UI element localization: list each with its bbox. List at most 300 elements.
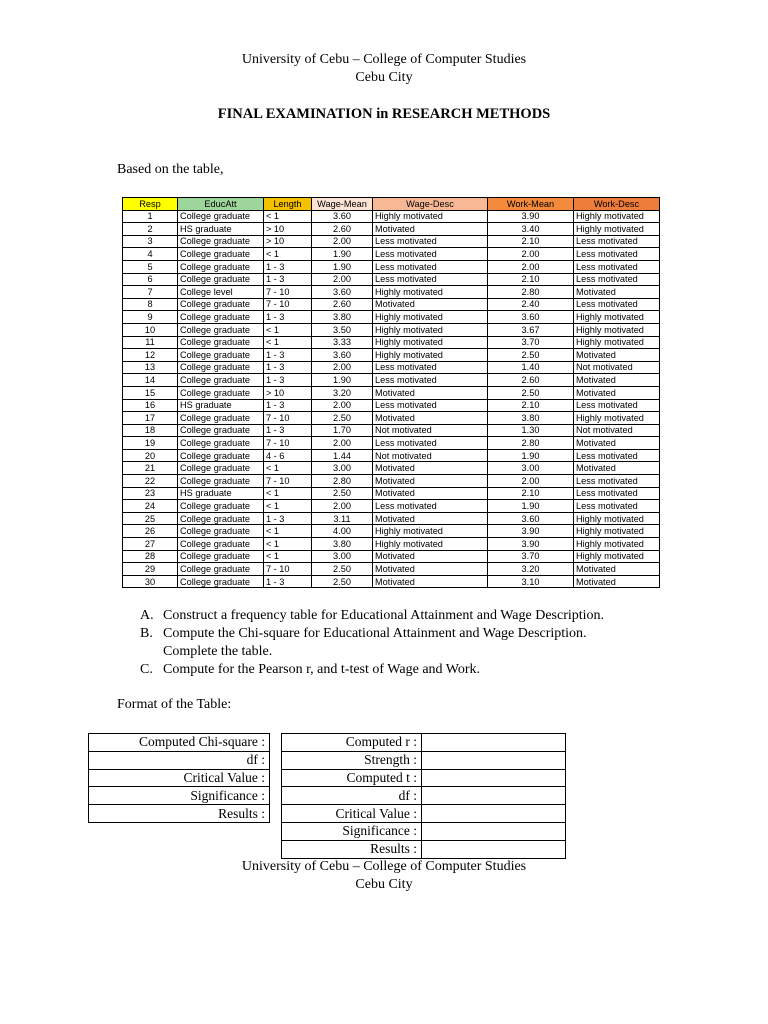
table-row <box>123 500 660 513</box>
table-cell: 7 - 10 <box>264 437 312 450</box>
table-cell: 7 - 10 <box>264 412 312 425</box>
table-row <box>123 512 660 525</box>
table-cell: College graduate <box>178 248 264 261</box>
chi-label: Computed Chi-square : <box>89 734 270 752</box>
table-cell: 1.40 <box>488 361 574 374</box>
table-row <box>123 487 660 500</box>
table-cell: Motivated <box>373 223 488 236</box>
table-cell: 3.67 <box>488 323 574 336</box>
chi-label: Results : <box>89 805 270 823</box>
question-list <box>140 607 663 679</box>
table-cell: Highly motivated <box>373 336 488 349</box>
table-cell: 18 <box>123 424 178 437</box>
table-cell: College graduate <box>178 260 264 273</box>
r-label: df : <box>282 787 422 805</box>
table-cell: 3.60 <box>312 210 373 223</box>
table-row <box>123 525 660 538</box>
table-cell: 15 <box>123 386 178 399</box>
table-cell: Not motivated <box>373 449 488 462</box>
table-cell: 1 - 3 <box>264 260 312 273</box>
table-cell: 1.90 <box>488 449 574 462</box>
table-cell: 24 <box>123 500 178 513</box>
table-cell: 2.60 <box>488 374 574 387</box>
table-row <box>123 563 660 576</box>
question-item <box>140 607 663 625</box>
format-label: Format of the Table: <box>117 697 232 712</box>
chi-row <box>89 787 270 805</box>
table-cell: 3.80 <box>312 538 373 551</box>
table-cell: < 1 <box>264 462 312 475</box>
r-row <box>282 734 566 752</box>
r-row <box>282 840 566 858</box>
question-item <box>140 625 663 643</box>
table-cell: 7 <box>123 286 178 299</box>
table-cell: College graduate <box>178 374 264 387</box>
table-cell: College graduate <box>178 538 264 551</box>
table-cell: Highly motivated <box>373 286 488 299</box>
table-cell: Highly motivated <box>373 210 488 223</box>
table-cell: 2.50 <box>488 349 574 362</box>
table-cell: 1.90 <box>312 260 373 273</box>
table-cell: Highly motivated <box>373 311 488 324</box>
table-cell: Highly motivated <box>574 311 660 324</box>
table-cell: Highly motivated <box>574 538 660 551</box>
table-cell: 3.00 <box>488 462 574 475</box>
table-cell: 3.60 <box>312 286 373 299</box>
table-row <box>123 399 660 412</box>
table-cell: College graduate <box>178 336 264 349</box>
table-cell: 22 <box>123 475 178 488</box>
table-row <box>123 386 660 399</box>
table-cell: College graduate <box>178 311 264 324</box>
table-cell: Motivated <box>373 487 488 500</box>
respondent-table <box>122 197 660 588</box>
table-cell: College graduate <box>178 323 264 336</box>
table-cell: < 1 <box>264 248 312 261</box>
table-cell: Motivated <box>373 386 488 399</box>
table-cell: College graduate <box>178 424 264 437</box>
table-cell: College graduate <box>178 273 264 286</box>
r-value-cell <box>422 769 566 787</box>
table-cell: Less motivated <box>373 399 488 412</box>
table-cell: < 1 <box>264 550 312 563</box>
table-cell: 3.00 <box>312 550 373 563</box>
chi-square-table <box>88 733 270 823</box>
table-cell: Highly motivated <box>574 412 660 425</box>
table-row <box>123 374 660 387</box>
table-cell: Less motivated <box>574 273 660 286</box>
chi-row <box>89 805 270 823</box>
table-cell: Less motivated <box>373 374 488 387</box>
table-cell: 2.00 <box>312 361 373 374</box>
table-cell: 2.80 <box>312 475 373 488</box>
table-cell: > 10 <box>264 235 312 248</box>
table-row <box>123 462 660 475</box>
r-value-cell <box>422 734 566 752</box>
r-label: Computed t : <box>282 769 422 787</box>
table-cell: 1 - 3 <box>264 512 312 525</box>
table-cell: 2.50 <box>488 386 574 399</box>
table-cell: Highly motivated <box>574 550 660 563</box>
table-cell: Highly motivated <box>574 323 660 336</box>
table-row <box>123 475 660 488</box>
table-cell: Highly motivated <box>373 323 488 336</box>
table-cell: 1.70 <box>312 424 373 437</box>
table-cell: 20 <box>123 449 178 462</box>
table-row <box>123 336 660 349</box>
chi-label: Critical Value : <box>89 769 270 787</box>
table-cell: 2.10 <box>488 399 574 412</box>
table-cell: 2.10 <box>488 273 574 286</box>
table-row <box>123 538 660 551</box>
table-cell: HS graduate <box>178 223 264 236</box>
table-cell: 4 <box>123 248 178 261</box>
r-label: Strength : <box>282 751 422 769</box>
question-item <box>140 661 663 679</box>
r-value-cell <box>422 805 566 823</box>
table-cell: Motivated <box>574 462 660 475</box>
header-university: University of Cebu – College of Computer Studies <box>241 52 527 67</box>
table-cell: 10 <box>123 323 178 336</box>
question-text: Compute for the Pearson r, and t-test of Wage and Work. <box>163 662 481 677</box>
table-cell: 3.70 <box>488 550 574 563</box>
table-cell: Motivated <box>373 563 488 576</box>
table-cell: Not motivated <box>574 361 660 374</box>
table-cell: < 1 <box>264 525 312 538</box>
table-row <box>123 235 660 248</box>
table-cell: 16 <box>123 399 178 412</box>
table-cell: 23 <box>123 487 178 500</box>
question-letter: C. <box>140 662 153 677</box>
question-letter: B. <box>140 626 153 641</box>
column-header-wage-desc: Wage-Desc <box>373 198 488 211</box>
table-cell: College graduate <box>178 575 264 588</box>
column-header-resp: Resp <box>123 198 178 211</box>
table-cell: College graduate <box>178 412 264 425</box>
table-cell: 2.00 <box>488 260 574 273</box>
table-cell: 25 <box>123 512 178 525</box>
table-row <box>123 437 660 450</box>
table-cell: 3.00 <box>312 462 373 475</box>
table-cell: Highly motivated <box>574 525 660 538</box>
table-cell: 19 <box>123 437 178 450</box>
table-cell: HS graduate <box>178 399 264 412</box>
chi-row <box>89 769 270 787</box>
table-cell: Less motivated <box>574 475 660 488</box>
column-header-length: Length <box>264 198 312 211</box>
table-cell: Motivated <box>574 386 660 399</box>
table-cell: Less motivated <box>373 248 488 261</box>
table-cell: 1 <box>123 210 178 223</box>
r-label: Critical Value : <box>282 805 422 823</box>
table-cell: Motivated <box>373 550 488 563</box>
table-cell: 3.80 <box>312 311 373 324</box>
table-cell: 3.90 <box>488 525 574 538</box>
table-cell: 3.90 <box>488 210 574 223</box>
table-header-row <box>123 198 660 211</box>
table-cell: Motivated <box>373 298 488 311</box>
table-cell: 2.50 <box>312 412 373 425</box>
table-cell: 1 - 3 <box>264 399 312 412</box>
table-cell: 6 <box>123 273 178 286</box>
table-cell: < 1 <box>264 323 312 336</box>
table-cell: 12 <box>123 349 178 362</box>
table-cell: 3.60 <box>488 512 574 525</box>
question-text: Construct a frequency table for Educational Attainment and Wage Description. <box>163 608 605 623</box>
table-cell: 2 <box>123 223 178 236</box>
question-text: Compute the Chi-square for Educational Attainment and Wage Description. <box>163 626 587 641</box>
table-cell: 27 <box>123 538 178 551</box>
table-cell: 2.50 <box>312 563 373 576</box>
table-cell: 7 - 10 <box>264 475 312 488</box>
r-label: Results : <box>282 840 422 858</box>
table-cell: Motivated <box>574 374 660 387</box>
chi-row <box>89 734 270 752</box>
r-row <box>282 751 566 769</box>
table-cell: Less motivated <box>373 273 488 286</box>
table-cell: 3.33 <box>312 336 373 349</box>
table-cell: 5 <box>123 260 178 273</box>
footer-university: University of Cebu – College of Computer Studies <box>241 859 527 874</box>
table-cell: 2.40 <box>488 298 574 311</box>
exam-title: FINAL EXAMINATION in RESEARCH METHODS <box>217 106 551 122</box>
question-letter <box>140 643 163 661</box>
table-cell: 30 <box>123 575 178 588</box>
table-cell: 3 <box>123 235 178 248</box>
table-cell: 28 <box>123 550 178 563</box>
r-value-cell <box>422 751 566 769</box>
column-header-educatt: EducAtt <box>178 198 264 211</box>
table-cell: 21 <box>123 462 178 475</box>
table-cell: > 10 <box>264 386 312 399</box>
table-cell: 3.60 <box>312 349 373 362</box>
table-cell: < 1 <box>264 336 312 349</box>
table-row <box>123 575 660 588</box>
table-cell: Less motivated <box>373 361 488 374</box>
table-cell: 9 <box>123 311 178 324</box>
r-label: Computed r : <box>282 734 422 752</box>
r-value-cell <box>422 787 566 805</box>
table-cell: 1 - 3 <box>264 273 312 286</box>
table-cell: College graduate <box>178 235 264 248</box>
table-cell: Less motivated <box>373 260 488 273</box>
chi-label: df : <box>89 751 270 769</box>
table-cell: College graduate <box>178 449 264 462</box>
table-cell: Motivated <box>574 286 660 299</box>
table-cell: 29 <box>123 563 178 576</box>
column-header-work-desc: Work-Desc <box>574 198 660 211</box>
question-item <box>140 643 663 661</box>
table-row <box>123 223 660 236</box>
table-cell: 3.80 <box>488 412 574 425</box>
table-cell: 1 - 3 <box>264 311 312 324</box>
table-cell: Motivated <box>574 349 660 362</box>
table-cell: 1 - 3 <box>264 349 312 362</box>
table-cell: 26 <box>123 525 178 538</box>
table-cell: 2.00 <box>312 437 373 450</box>
chi-label: Significance : <box>89 787 270 805</box>
table-cell: College graduate <box>178 349 264 362</box>
table-cell: 1 - 3 <box>264 361 312 374</box>
table-cell: College graduate <box>178 475 264 488</box>
table-cell: Motivated <box>373 575 488 588</box>
table-row <box>123 412 660 425</box>
table-cell: 1 - 3 <box>264 575 312 588</box>
header-city: Cebu City <box>355 70 413 85</box>
table-row <box>123 273 660 286</box>
table-cell: College graduate <box>178 386 264 399</box>
table-cell: Highly motivated <box>373 538 488 551</box>
table-cell: < 1 <box>264 538 312 551</box>
table-cell: Highly motivated <box>574 210 660 223</box>
table-cell: 4.00 <box>312 525 373 538</box>
table-cell: 2.00 <box>312 235 373 248</box>
r-value-cell <box>422 840 566 858</box>
table-cell: Motivated <box>574 563 660 576</box>
table-cell: 14 <box>123 374 178 387</box>
table-cell: 2.60 <box>312 298 373 311</box>
table-cell: Less motivated <box>373 437 488 450</box>
table-cell: Less motivated <box>373 500 488 513</box>
table-cell: 7 - 10 <box>264 286 312 299</box>
table-cell: Less motivated <box>574 248 660 261</box>
r-label: Significance : <box>282 822 422 840</box>
table-row <box>123 311 660 324</box>
table-cell: 13 <box>123 361 178 374</box>
table-cell: Not motivated <box>373 424 488 437</box>
table-cell: 11 <box>123 336 178 349</box>
r-row <box>282 805 566 823</box>
table-cell: 1.90 <box>488 500 574 513</box>
table-cell: College graduate <box>178 361 264 374</box>
table-cell: 2.50 <box>312 487 373 500</box>
table-cell: Highly motivated <box>574 223 660 236</box>
table-cell: 4 - 6 <box>264 449 312 462</box>
table-cell: 2.00 <box>488 248 574 261</box>
table-cell: Less motivated <box>574 449 660 462</box>
table-cell: 2.80 <box>488 437 574 450</box>
table-cell: Less motivated <box>574 260 660 273</box>
question-text: Complete the table. <box>163 644 273 659</box>
question-letter: A. <box>140 608 154 623</box>
table-cell: 3.20 <box>312 386 373 399</box>
table-row <box>123 298 660 311</box>
table-row <box>123 323 660 336</box>
table-cell: 8 <box>123 298 178 311</box>
table-row <box>123 286 660 299</box>
table-cell: 3.60 <box>488 311 574 324</box>
table-cell: 1 - 3 <box>264 424 312 437</box>
table-cell: 3.70 <box>488 336 574 349</box>
table-cell: College graduate <box>178 500 264 513</box>
table-cell: Highly motivated <box>373 349 488 362</box>
table-cell: Motivated <box>373 475 488 488</box>
table-cell: Motivated <box>574 575 660 588</box>
table-cell: HS graduate <box>178 487 264 500</box>
table-cell: Motivated <box>373 462 488 475</box>
table-cell: 7 - 10 <box>264 563 312 576</box>
r-value-cell <box>422 822 566 840</box>
table-cell: Motivated <box>574 437 660 450</box>
table-cell: 3.11 <box>312 512 373 525</box>
table-cell: 2.00 <box>312 273 373 286</box>
table-cell: 1 - 3 <box>264 374 312 387</box>
table-row <box>123 449 660 462</box>
table-cell: < 1 <box>264 500 312 513</box>
r-row <box>282 787 566 805</box>
table-cell: Highly motivated <box>373 525 488 538</box>
table-row <box>123 550 660 563</box>
table-cell: 1.90 <box>312 248 373 261</box>
table-body <box>123 210 660 588</box>
table-row <box>123 210 660 223</box>
table-cell: 2.00 <box>488 475 574 488</box>
table-cell: 3.20 <box>488 563 574 576</box>
table-cell: 1.90 <box>312 374 373 387</box>
table-cell: Less motivated <box>574 235 660 248</box>
table-cell: 3.90 <box>488 538 574 551</box>
table-cell: College graduate <box>178 512 264 525</box>
column-header-work-mean: Work-Mean <box>488 198 574 211</box>
intro-text: Based on the table, <box>117 162 224 177</box>
table-row <box>123 260 660 273</box>
table-cell: 2.10 <box>488 487 574 500</box>
table-cell: 2.50 <box>312 575 373 588</box>
table-cell: 7 - 10 <box>264 298 312 311</box>
table-cell: 1.44 <box>312 449 373 462</box>
table-cell: Less motivated <box>574 500 660 513</box>
table-cell: College graduate <box>178 298 264 311</box>
table-cell: Motivated <box>373 412 488 425</box>
table-row <box>123 424 660 437</box>
table-cell: Less motivated <box>574 399 660 412</box>
table-cell: College graduate <box>178 525 264 538</box>
table-cell: Highly motivated <box>574 512 660 525</box>
table-cell: < 1 <box>264 210 312 223</box>
table-cell: College graduate <box>178 462 264 475</box>
table-cell: College graduate <box>178 437 264 450</box>
table-cell: Not motivated <box>574 424 660 437</box>
pearson-r-table <box>281 733 566 859</box>
table-row <box>123 248 660 261</box>
table-cell: 1.30 <box>488 424 574 437</box>
table-cell: College graduate <box>178 563 264 576</box>
table-cell: 2.80 <box>488 286 574 299</box>
table-cell: College level <box>178 286 264 299</box>
table-cell: 2.10 <box>488 235 574 248</box>
chi-row <box>89 751 270 769</box>
table-cell: 2.00 <box>312 399 373 412</box>
table-cell: Highly motivated <box>574 336 660 349</box>
table-cell: Motivated <box>373 512 488 525</box>
table-cell: 3.50 <box>312 323 373 336</box>
table-cell: Less motivated <box>574 298 660 311</box>
table-cell: 2.60 <box>312 223 373 236</box>
column-header-wage-mean: Wage-Mean <box>312 198 373 211</box>
table-row <box>123 361 660 374</box>
footer-city: Cebu City <box>355 877 413 892</box>
table-cell: College graduate <box>178 210 264 223</box>
table-cell: 2.00 <box>312 500 373 513</box>
table-row <box>123 349 660 362</box>
table-cell: < 1 <box>264 487 312 500</box>
table-cell: Less motivated <box>373 235 488 248</box>
table-cell: > 10 <box>264 223 312 236</box>
table-cell: 3.40 <box>488 223 574 236</box>
table-cell: 17 <box>123 412 178 425</box>
table-cell: College graduate <box>178 550 264 563</box>
table-cell: Less motivated <box>574 487 660 500</box>
